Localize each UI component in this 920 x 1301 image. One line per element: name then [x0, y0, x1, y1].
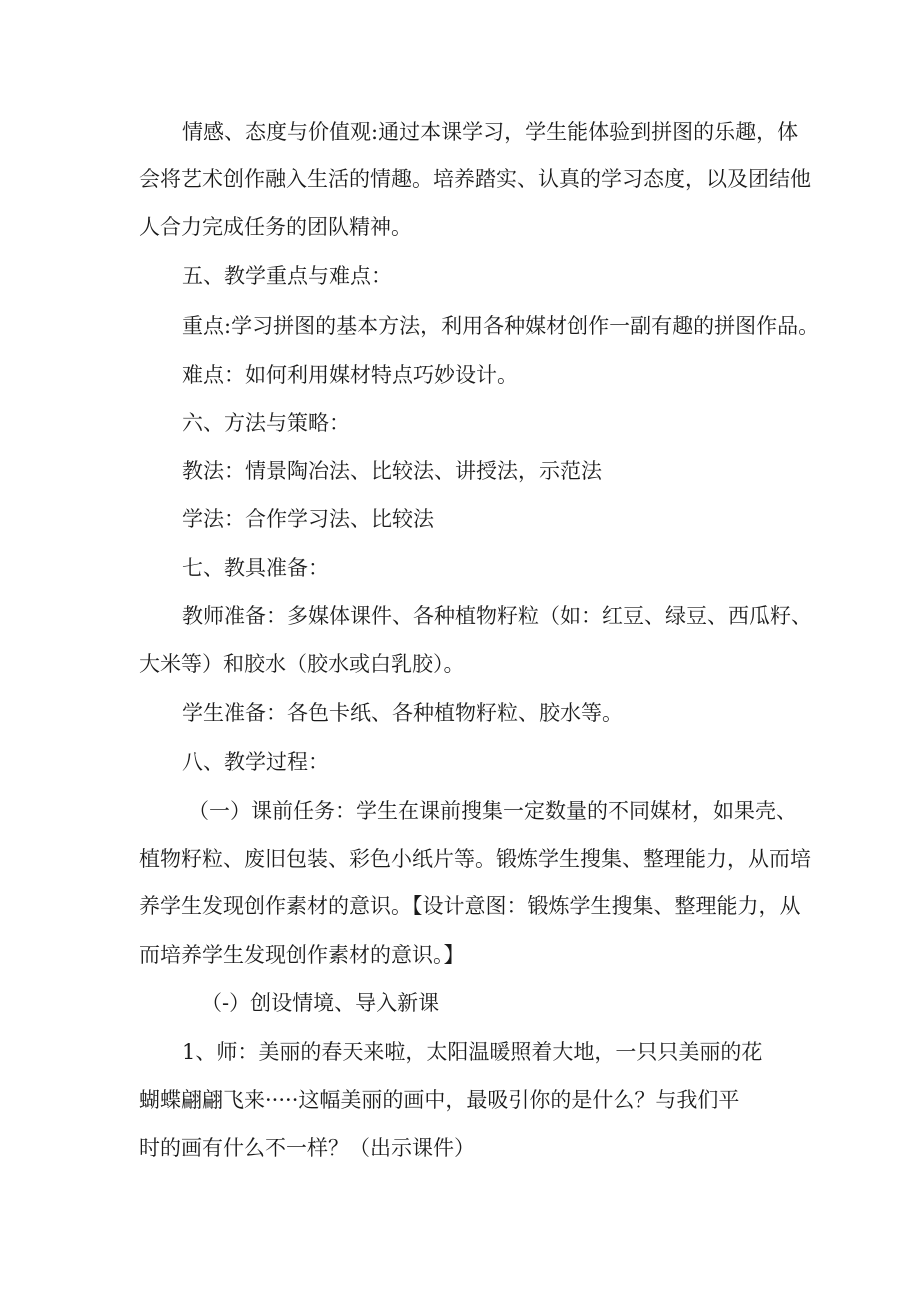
paragraph-line: 教师准备：多媒体课件、各种植物籽粒（如：红豆、绿豆、西瓜籽、: [182, 604, 812, 628]
paragraph-line: 植物籽粒、废旧包装、彩色小纸片等。锻炼学生搜集、整理能力，从而培: [139, 847, 811, 871]
paragraph-line: 学生准备：各色卡纸、各种植物籽粒、胶水等。: [182, 701, 623, 725]
paragraph-line: 学法：合作学习法、比较法: [182, 507, 434, 531]
paragraph-line: 教法：情景陶冶法、比较法、讲授法，示范法: [182, 459, 602, 483]
paragraph-line: 养学生发现创作素材的意识。【设计意图：锻炼学生搜集、整理能力，从: [139, 894, 801, 918]
paragraph-line: 1、师：美丽的春天来啦，太阳温暖照着大地，一只只美丽的花: [182, 1040, 763, 1064]
paragraph-line: （一）课前任务：学生在课前搜集一定数量的不同媒材，如果壳、: [188, 799, 797, 823]
paragraph-line: 大米等）和胶水（胶水或白乳胶）。: [139, 652, 465, 676]
paragraph-line: 难点：如何利用媒材特点巧妙设计。: [182, 363, 518, 387]
section-heading: 七、教具准备：: [182, 556, 329, 580]
paragraph-line: 而培养学生发现创作素材的意识。】: [139, 943, 465, 967]
paragraph-line: 时的画有什么不一样？（出示课件）: [139, 1136, 475, 1160]
paragraph-line: 会将艺术创作融入生活的情趣。培养踏实、认真的学习态度，以及团结他: [139, 167, 811, 191]
paragraph-line: 人合力完成任务的团队精神。: [139, 215, 412, 239]
section-heading: 八、教学过程：: [182, 750, 329, 774]
paragraph-line: 蝴蝶翩翩飞来·····这幅美丽的画中，最吸引你的是什么？与我们平: [139, 1088, 740, 1112]
section-heading: 五、教学重点与难点：: [182, 264, 392, 288]
paragraph-line: 重点:学习拼图的基本方法，利用各种媒材创作一副有趣的拼图作品。: [182, 314, 820, 338]
subsection-heading: （-）创设情境、导入新课: [201, 991, 440, 1015]
paragraph-line: 情感、态度与价值观:通过本课学习，学生能体验到拼图的乐趣，体: [182, 120, 799, 144]
section-heading: 六、方法与策略：: [182, 411, 350, 435]
